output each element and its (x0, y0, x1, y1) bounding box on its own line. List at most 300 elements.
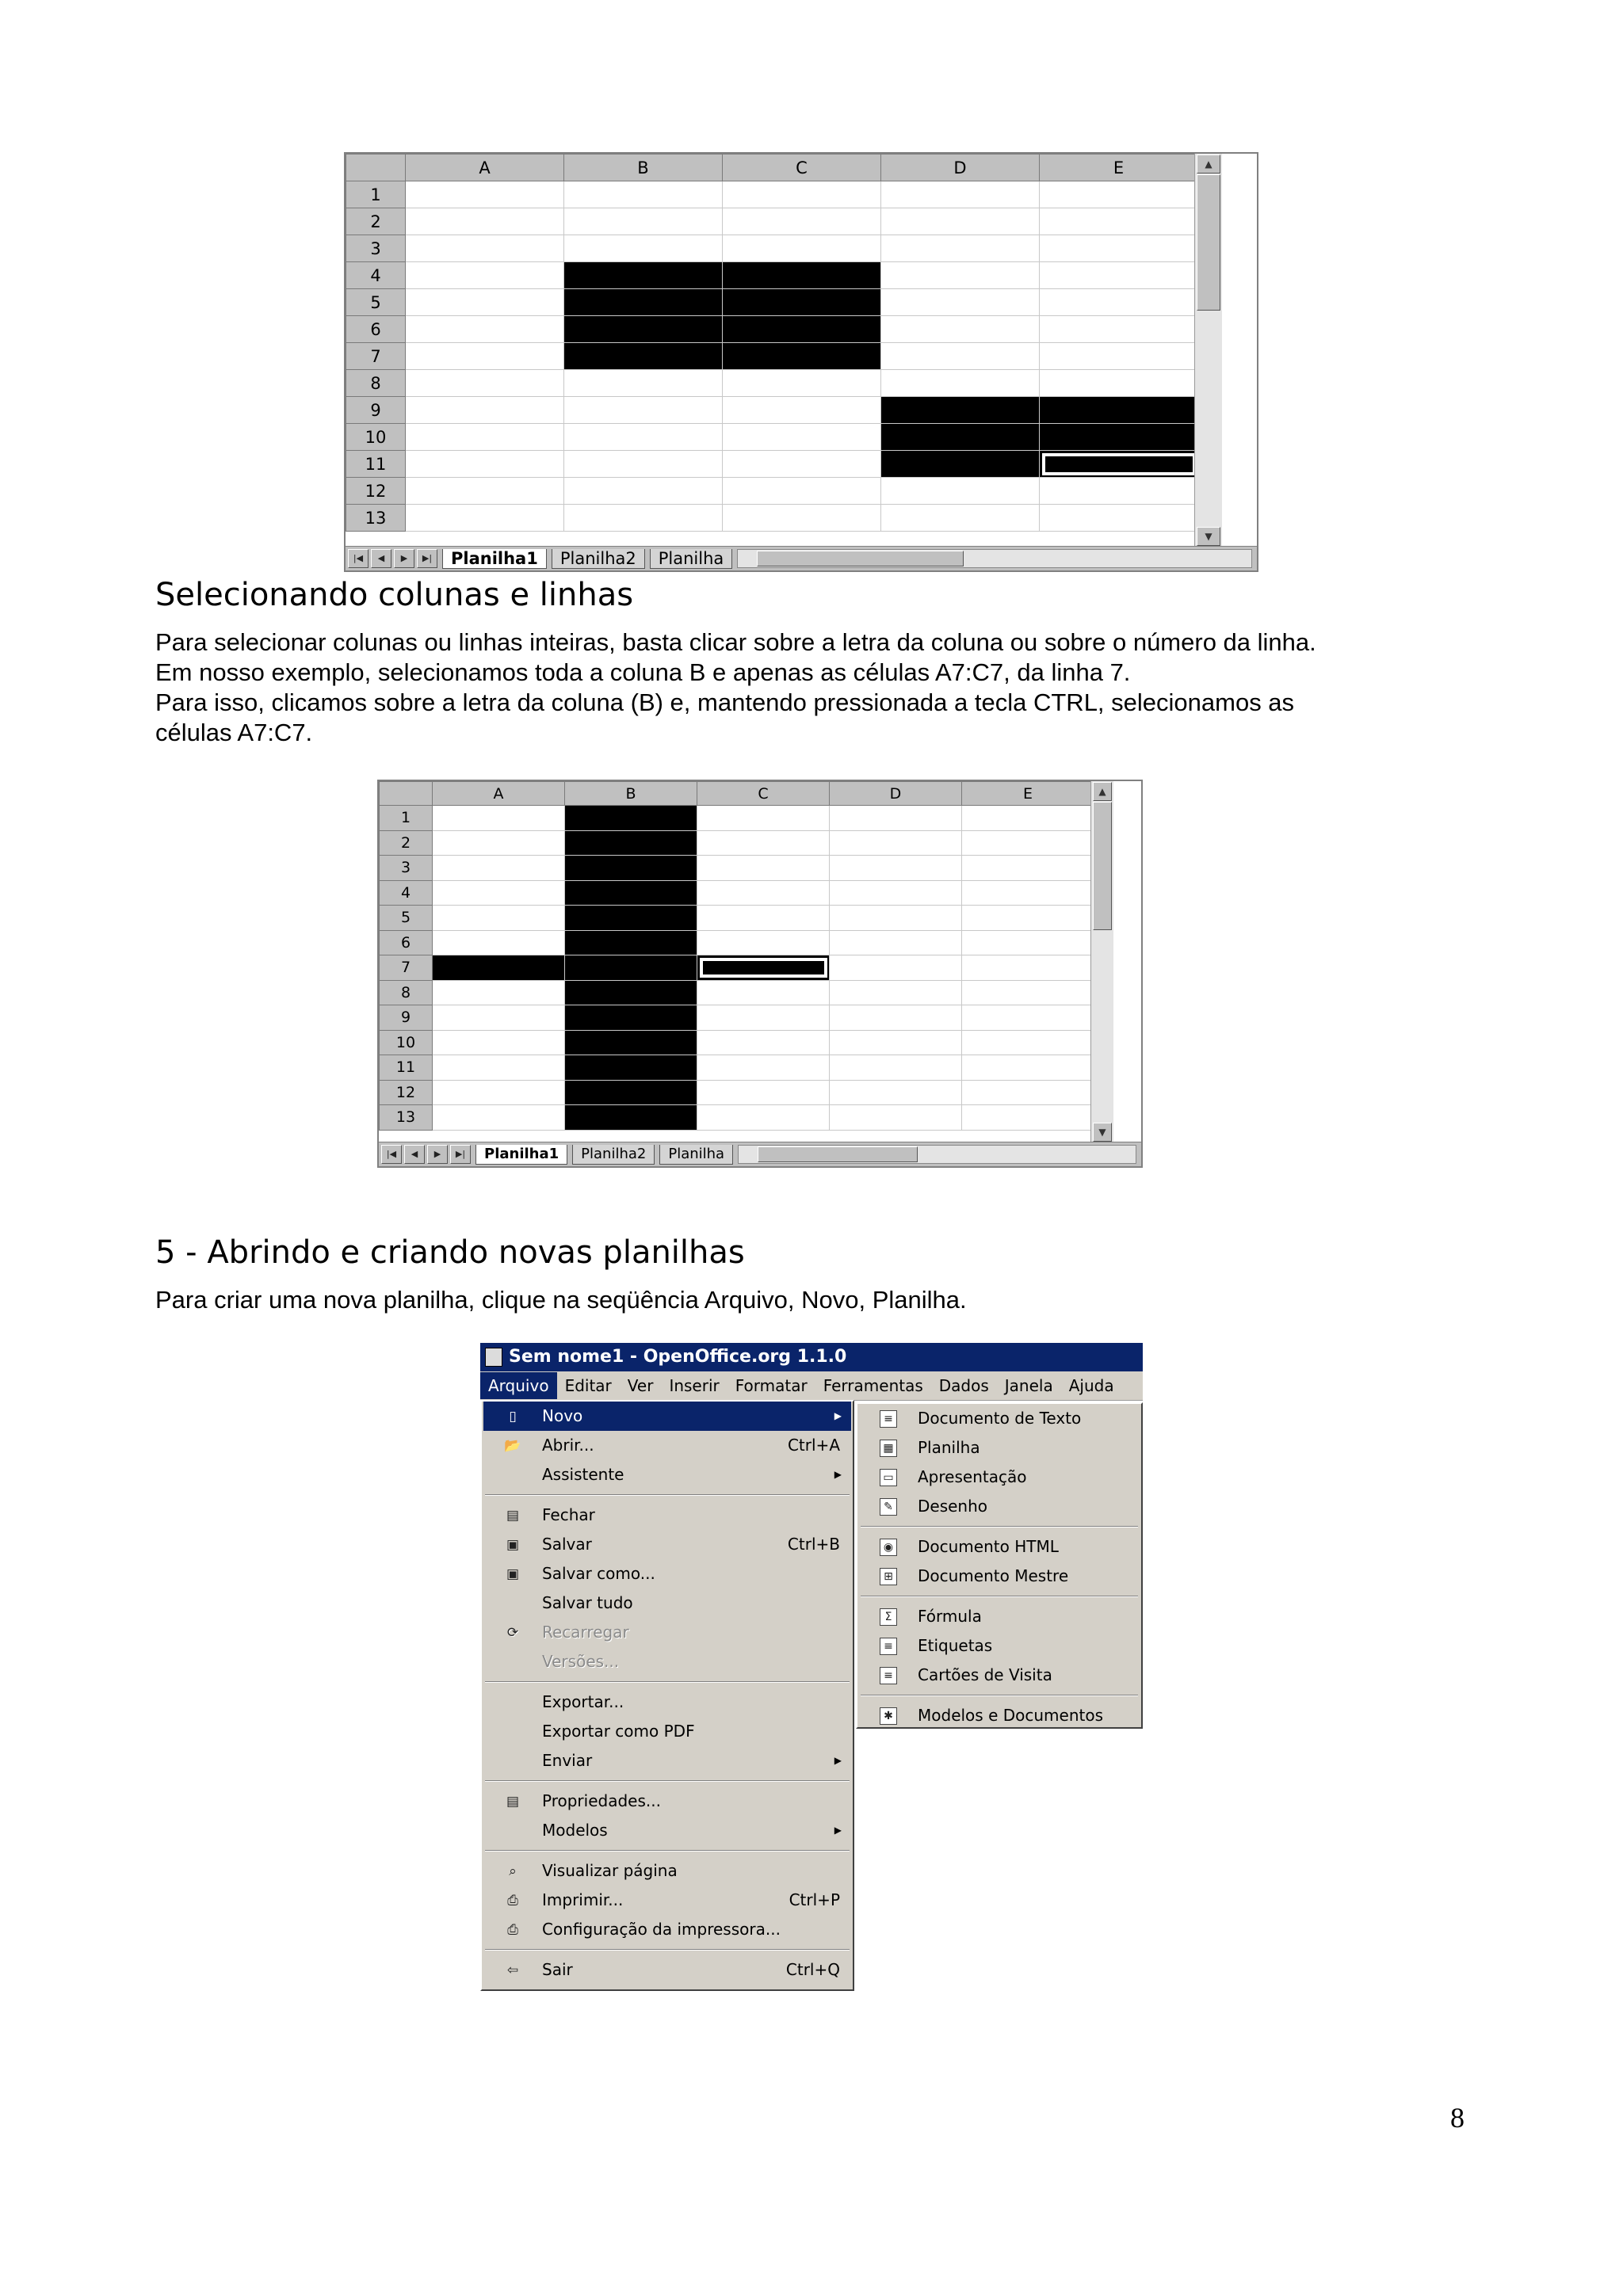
first-sheet-icon[interactable]: |◀ (381, 1145, 402, 1164)
cell-c10[interactable] (697, 1030, 830, 1055)
menu-item-novo[interactable] (483, 1402, 851, 1431)
cell-d10[interactable] (830, 1030, 962, 1055)
cell-c1[interactable] (697, 806, 830, 831)
prev-sheet-icon[interactable]: ◀ (404, 1145, 425, 1164)
cell-c10[interactable] (723, 424, 881, 451)
file-menu (480, 1400, 854, 1991)
sheet-tab-1[interactable]: Planilha1 (442, 549, 547, 569)
menu-item-abrir[interactable] (483, 1431, 851, 1460)
column-header-b[interactable]: B (564, 154, 723, 181)
cell-b4[interactable] (565, 880, 697, 906)
menu-item-label: Modelos e Documentos (918, 1706, 1103, 1725)
menu-item-cartoes-de-visita[interactable] (859, 1661, 1140, 1690)
cell-e5[interactable] (1040, 289, 1198, 316)
row-header-3[interactable]: 3 (346, 235, 406, 262)
table-row (346, 370, 1198, 397)
cell-e9[interactable] (962, 1005, 1094, 1031)
menu-item-label: Cartões de Visita (918, 1665, 1052, 1684)
column-header-c[interactable]: C (697, 782, 830, 806)
scroll-thumb[interactable] (757, 551, 964, 566)
cell-b9[interactable] (564, 397, 723, 424)
cell-d8[interactable] (881, 370, 1040, 397)
cell-e13[interactable] (1040, 505, 1198, 532)
cell-a10[interactable] (433, 1030, 565, 1055)
cell-d13[interactable] (830, 1105, 962, 1131)
cell-a3[interactable] (406, 235, 564, 262)
cell-b10[interactable] (564, 424, 723, 451)
menu-item-salvar-tudo[interactable] (483, 1589, 851, 1618)
cell-c5[interactable] (697, 906, 830, 931)
menu-item-salvar[interactable] (483, 1530, 851, 1559)
cell-e8[interactable] (962, 980, 1094, 1005)
scroll-thumb[interactable] (1093, 802, 1112, 930)
row-header-13[interactable]: 13 (346, 505, 406, 532)
cell-e4[interactable] (962, 880, 1094, 906)
row-header-2[interactable]: 2 (380, 830, 433, 856)
spreadsheet-grid (379, 781, 1094, 1131)
cell-e13[interactable] (962, 1105, 1094, 1131)
cell-d1[interactable] (881, 181, 1040, 208)
menu-item-propriedades[interactable] (483, 1787, 851, 1816)
save-icon: ▣ (506, 1537, 520, 1553)
cell-a11[interactable] (406, 451, 564, 478)
cell-a9[interactable] (433, 1005, 565, 1031)
cell-d13[interactable] (881, 505, 1040, 532)
cell-d6[interactable] (830, 930, 962, 955)
cell-c8[interactable] (723, 370, 881, 397)
cell-b3[interactable] (565, 856, 697, 881)
row-header-11[interactable]: 11 (380, 1055, 433, 1081)
cell-e2[interactable] (962, 830, 1094, 856)
menu-separator (485, 1949, 850, 1951)
row-header-13[interactable]: 13 (380, 1105, 433, 1131)
menu-ver[interactable]: Ver (627, 1376, 654, 1395)
menu-item-enviar[interactable] (483, 1746, 851, 1775)
cell-e3[interactable] (962, 856, 1094, 881)
cell-c2[interactable] (723, 208, 881, 235)
window-titlebar (480, 1343, 1143, 1371)
menu-ajuda[interactable]: Ajuda (1068, 1376, 1114, 1395)
menu-item-label: Planilha (918, 1438, 980, 1457)
column-header-b[interactable]: B (565, 782, 697, 806)
cell-e6[interactable] (1040, 316, 1198, 343)
paragraph-line: Em nosso exemplo, selecionamos toda a coluna B e apenas as células A7:C7, da linha 7. (155, 658, 1131, 686)
table-row (380, 930, 1094, 955)
submenu-arrow-icon: ▶ (834, 1755, 842, 1766)
column-header-a[interactable]: A (406, 154, 564, 181)
cell-a7[interactable] (406, 343, 564, 370)
cell-b1[interactable] (565, 806, 697, 831)
cell-c11[interactable] (697, 1055, 830, 1081)
cell-d10[interactable] (881, 424, 1040, 451)
cell-c11[interactable] (723, 451, 881, 478)
cell-b11[interactable] (565, 1055, 697, 1081)
cell-a6[interactable] (433, 930, 565, 955)
cell-d3[interactable] (830, 856, 962, 881)
last-sheet-icon[interactable]: ▶| (417, 549, 437, 568)
section-heading-new-sheets: 5 - Abrindo e criando novas planilhas (155, 1234, 745, 1271)
cell-d7[interactable] (881, 343, 1040, 370)
submenu-arrow-icon: ▶ (834, 1825, 842, 1836)
cell-d12[interactable] (830, 1080, 962, 1105)
cell-b11[interactable] (564, 451, 723, 478)
cell-e9[interactable] (1040, 397, 1198, 424)
section-paragraph-new-sheets: Para criar uma nova planilha, clique na seqüência Arquivo, Novo, Planilha. (155, 1286, 967, 1314)
column-header-d[interactable]: D (881, 154, 1040, 181)
menu-item-label: Enviar (542, 1751, 593, 1770)
cell-b7[interactable] (565, 955, 697, 981)
menu-item-assistente[interactable] (483, 1460, 851, 1489)
menu-arquivo[interactable]: Arquivo (480, 1372, 557, 1399)
row-header-7[interactable]: 7 (346, 343, 406, 370)
cell-c13[interactable] (697, 1105, 830, 1131)
menu-formatar[interactable]: Formatar (735, 1376, 808, 1395)
menu-janela[interactable]: Janela (1004, 1376, 1053, 1395)
cell-a2[interactable] (406, 208, 564, 235)
menu-bar (480, 1371, 1143, 1401)
cell-c2[interactable] (697, 830, 830, 856)
cell-c5[interactable] (723, 289, 881, 316)
menu-separator (485, 1681, 850, 1683)
cell-c3[interactable] (723, 235, 881, 262)
cell-b4[interactable] (564, 262, 723, 289)
cell-b13[interactable] (564, 505, 723, 532)
cell-b8[interactable] (564, 370, 723, 397)
cell-e12[interactable] (1040, 478, 1198, 505)
printer-icon: ⎙ (507, 1893, 518, 1909)
sheet-tab-2[interactable]: Planilha2 (552, 549, 645, 569)
horizontal-scrollbar[interactable] (737, 549, 1252, 568)
row-header-10[interactable]: 10 (346, 424, 406, 451)
sheet-tab-bar (379, 1142, 1141, 1166)
row-header-8[interactable]: 8 (380, 980, 433, 1005)
cell-a9[interactable] (406, 397, 564, 424)
menu-item-modelos[interactable] (483, 1816, 851, 1845)
next-sheet-icon[interactable]: ▶ (394, 549, 414, 568)
cell-d9[interactable] (830, 1005, 962, 1031)
paragraph-line: Para selecionar colunas ou linhas inteiras, basta clicar sobre a letra da coluna ou sobre o número da linha. (155, 628, 1316, 656)
scroll-up-icon[interactable]: ▲ (1197, 154, 1220, 174)
cell-d12[interactable] (881, 478, 1040, 505)
cell-e7[interactable] (962, 955, 1094, 981)
cell-b9[interactable] (565, 1005, 697, 1031)
cell-d2[interactable] (881, 208, 1040, 235)
cell-c1[interactable] (723, 181, 881, 208)
table-row (346, 262, 1198, 289)
menu-item-etiquetas[interactable] (859, 1631, 1140, 1661)
cell-d4[interactable] (881, 262, 1040, 289)
row-header-8[interactable]: 8 (346, 370, 406, 397)
row-header-2[interactable]: 2 (346, 208, 406, 235)
menu-item-imprimir[interactable] (483, 1886, 851, 1915)
cell-d6[interactable] (881, 316, 1040, 343)
table-row (380, 1080, 1094, 1105)
cell-e12[interactable] (962, 1080, 1094, 1105)
cell-d11[interactable] (830, 1055, 962, 1081)
menu-inserir[interactable]: Inserir (669, 1376, 720, 1395)
cell-c4[interactable] (723, 262, 881, 289)
cell-a12[interactable] (406, 478, 564, 505)
cell-a5[interactable] (406, 289, 564, 316)
row-header-10[interactable]: 10 (380, 1030, 433, 1055)
templates-icon: ✱ (880, 1707, 897, 1725)
menu-item-label: Documento Mestre (918, 1566, 1069, 1585)
menu-item-label: Visualizar página (542, 1861, 678, 1880)
cell-e8[interactable] (1040, 370, 1198, 397)
cell-e11[interactable] (962, 1055, 1094, 1081)
row-header-5[interactable]: 5 (380, 906, 433, 931)
cell-d5[interactable] (830, 906, 962, 931)
table-row (346, 235, 1198, 262)
cell-b7[interactable] (564, 343, 723, 370)
cell-a12[interactable] (433, 1080, 565, 1105)
cell-a4[interactable] (433, 880, 565, 906)
cell-a4[interactable] (406, 262, 564, 289)
cell-b6[interactable] (565, 930, 697, 955)
spreadsheet-screenshot-1 (344, 152, 1258, 572)
labels-icon: ≡ (880, 1638, 897, 1655)
cell-d5[interactable] (881, 289, 1040, 316)
scroll-down-icon[interactable]: ▼ (1197, 527, 1220, 546)
cell-c3[interactable] (697, 856, 830, 881)
row-header-3[interactable]: 3 (380, 856, 433, 881)
cell-a2[interactable] (433, 830, 565, 856)
menu-item-planilha[interactable] (859, 1433, 1140, 1463)
sheet-tab-3[interactable]: Planilha (659, 1145, 733, 1165)
row-header-7[interactable]: 7 (380, 955, 433, 981)
menu-editar[interactable]: Editar (564, 1376, 612, 1395)
cell-b12[interactable] (565, 1080, 697, 1105)
menu-item-documento-html[interactable] (859, 1532, 1140, 1562)
cell-e7[interactable] (1040, 343, 1198, 370)
cell-e4[interactable] (1040, 262, 1198, 289)
vertical-scrollbar[interactable] (1090, 781, 1113, 1142)
cell-a13[interactable] (433, 1105, 565, 1131)
row-header-4[interactable]: 4 (380, 880, 433, 906)
new-document-icon: ▯ (509, 1409, 517, 1425)
cell-d4[interactable] (830, 880, 962, 906)
cell-c13[interactable] (723, 505, 881, 532)
cell-b13[interactable] (565, 1105, 697, 1131)
menu-item-label: Modelos (542, 1821, 608, 1840)
paragraph-line: células A7:C7. (155, 719, 313, 746)
scroll-down-icon[interactable]: ▼ (1093, 1123, 1112, 1142)
row-header-6[interactable]: 6 (346, 316, 406, 343)
menu-item-formula[interactable] (859, 1602, 1140, 1631)
cell-c9[interactable] (697, 1005, 830, 1031)
formula-icon: Σ (880, 1608, 897, 1626)
sheet-tab-3[interactable]: Planilha (650, 549, 733, 569)
cell-e2[interactable] (1040, 208, 1198, 235)
cell-b5[interactable] (565, 906, 697, 931)
column-header-d[interactable]: D (830, 782, 962, 806)
cell-b3[interactable] (564, 235, 723, 262)
cell-a3[interactable] (433, 856, 565, 881)
shortcut-label: Ctrl+B (787, 1535, 840, 1554)
menu-item-label: Abrir... (542, 1436, 594, 1455)
select-all-corner[interactable] (346, 154, 406, 181)
cell-d11[interactable] (881, 451, 1040, 478)
cell-c4[interactable] (697, 880, 830, 906)
menu-item-label: Fórmula (918, 1607, 982, 1626)
first-sheet-icon[interactable]: |◀ (348, 549, 369, 568)
cell-b1[interactable] (564, 181, 723, 208)
menu-ferramentas[interactable]: Ferramentas (823, 1376, 923, 1395)
table-row (380, 806, 1094, 831)
menu-item-fechar[interactable] (483, 1501, 851, 1530)
table-row (380, 1055, 1094, 1081)
table-row (380, 1105, 1094, 1131)
column-header-a[interactable]: A (433, 782, 565, 806)
horizontal-scrollbar[interactable] (738, 1145, 1136, 1164)
cell-b8[interactable] (565, 980, 697, 1005)
table-row (380, 906, 1094, 931)
menu-separator (861, 1596, 1138, 1597)
table-row (380, 880, 1094, 906)
row-header-5[interactable]: 5 (346, 289, 406, 316)
menu-item-label: Documento de Texto (918, 1409, 1082, 1428)
cell-e3[interactable] (1040, 235, 1198, 262)
cell-e1[interactable] (962, 806, 1094, 831)
cell-b6[interactable] (564, 316, 723, 343)
menu-item-configuracao-da-impressora[interactable] (483, 1915, 851, 1944)
cell-b2[interactable] (565, 830, 697, 856)
menu-separator (861, 1526, 1138, 1527)
cell-a8[interactable] (433, 980, 565, 1005)
cell-c12[interactable] (697, 1080, 830, 1105)
cell-a6[interactable] (406, 316, 564, 343)
spreadsheet-screenshot-2 (377, 780, 1143, 1168)
cell-a13[interactable] (406, 505, 564, 532)
cell-d2[interactable] (830, 830, 962, 856)
cell-e5[interactable] (962, 906, 1094, 931)
cell-c7[interactable] (697, 955, 830, 981)
cell-d9[interactable] (881, 397, 1040, 424)
window-title: Sem nome1 - OpenOffice.org 1.1.0 (509, 1347, 847, 1367)
vertical-scrollbar[interactable] (1194, 154, 1222, 547)
table-row (346, 289, 1198, 316)
cell-e10[interactable] (962, 1030, 1094, 1055)
cell-c6[interactable] (697, 930, 830, 955)
menu-item-label: Etiquetas (918, 1636, 993, 1655)
menu-item-apresentacao[interactable] (859, 1463, 1140, 1492)
menu-item-label: Recarregar (542, 1623, 629, 1642)
menu-item-label: Exportar como PDF (542, 1722, 695, 1741)
sheet-tab-1[interactable]: Planilha1 (475, 1145, 567, 1165)
reload-icon: ⟳ (506, 1625, 519, 1641)
prev-sheet-icon[interactable]: ◀ (371, 549, 391, 568)
shortcut-label: Ctrl+P (789, 1890, 840, 1909)
cell-a1[interactable] (406, 181, 564, 208)
row-header-12[interactable]: 12 (380, 1080, 433, 1105)
page-number: 8 (1450, 2102, 1465, 2134)
select-all-corner[interactable] (380, 782, 433, 806)
cell-d8[interactable] (830, 980, 962, 1005)
cell-c6[interactable] (723, 316, 881, 343)
menu-item-modelos-e-documentos[interactable] (859, 1701, 1140, 1730)
row-header-12[interactable]: 12 (346, 478, 406, 505)
menu-item-label: Desenho (918, 1497, 988, 1516)
cell-c8[interactable] (697, 980, 830, 1005)
cell-b12[interactable] (564, 478, 723, 505)
row-header-4[interactable]: 4 (346, 262, 406, 289)
cell-c7[interactable] (723, 343, 881, 370)
page-preview-icon: ⌕ (509, 1863, 517, 1879)
column-header-e[interactable]: E (1040, 154, 1198, 181)
spreadsheet-icon: ▦ (880, 1440, 897, 1457)
menu-item-label: Apresentação (918, 1467, 1027, 1486)
cell-e11[interactable] (1040, 451, 1198, 478)
table-row (346, 424, 1198, 451)
html-document-icon: ◉ (880, 1539, 897, 1556)
submenu-arrow-icon: ▶ (834, 1469, 842, 1480)
cell-d1[interactable] (830, 806, 962, 831)
menu-separator (485, 1780, 850, 1782)
scroll-thumb[interactable] (758, 1146, 918, 1162)
row-header-9[interactable]: 9 (346, 397, 406, 424)
last-sheet-icon[interactable]: ▶| (450, 1145, 471, 1164)
cell-b5[interactable] (564, 289, 723, 316)
scroll-thumb[interactable] (1197, 174, 1220, 311)
menu-item-salvar-como[interactable] (483, 1559, 851, 1589)
cell-e6[interactable] (962, 930, 1094, 955)
menu-item-label: Configuração da impressora... (542, 1920, 781, 1939)
cell-a7[interactable] (433, 955, 565, 981)
cell-c9[interactable] (723, 397, 881, 424)
sheet-tab-2[interactable]: Planilha2 (572, 1145, 655, 1165)
open-folder-icon: 📂 (504, 1438, 521, 1454)
menu-item-documento-mestre[interactable] (859, 1562, 1140, 1591)
menu-item-desenho[interactable] (859, 1492, 1140, 1521)
column-header-c[interactable]: C (723, 154, 881, 181)
close-document-icon: ▤ (506, 1508, 520, 1524)
menu-item-versoes (483, 1647, 851, 1676)
table-row (380, 856, 1094, 881)
row-header-9[interactable]: 9 (380, 1005, 433, 1031)
menu-item-recarregar (483, 1618, 851, 1647)
cell-b2[interactable] (564, 208, 723, 235)
row-header-1[interactable]: 1 (380, 806, 433, 831)
next-sheet-icon[interactable]: ▶ (427, 1145, 448, 1164)
cell-a5[interactable] (433, 906, 565, 931)
scroll-up-icon[interactable]: ▲ (1093, 782, 1112, 801)
cell-a10[interactable] (406, 424, 564, 451)
menu-item-visualizar-pagina[interactable] (483, 1856, 851, 1886)
menu-item-label: Salvar tudo (542, 1593, 633, 1612)
cell-a11[interactable] (433, 1055, 565, 1081)
column-header-e[interactable]: E (962, 782, 1094, 806)
cell-d3[interactable] (881, 235, 1040, 262)
row-header-6[interactable]: 6 (380, 930, 433, 955)
cell-a8[interactable] (406, 370, 564, 397)
cell-b10[interactable] (565, 1030, 697, 1055)
cell-a1[interactable] (433, 806, 565, 831)
menu-item-documento-de-texto[interactable] (859, 1404, 1140, 1433)
row-header-11[interactable]: 11 (346, 451, 406, 478)
cell-c12[interactable] (723, 478, 881, 505)
cell-e1[interactable] (1040, 181, 1198, 208)
shortcut-label: Ctrl+Q (785, 1960, 840, 1979)
menu-item-exportar[interactable] (483, 1688, 851, 1717)
menu-item-exportar-como-pdf[interactable] (483, 1717, 851, 1746)
row-header-1[interactable]: 1 (346, 181, 406, 208)
spreadsheet-grid (346, 154, 1198, 532)
submenu-arrow-icon: ▶ (834, 1410, 842, 1421)
cell-d7[interactable] (830, 955, 962, 981)
menu-dados[interactable]: Dados (938, 1376, 989, 1395)
cell-e10[interactable] (1040, 424, 1198, 451)
menu-item-sair[interactable] (483, 1955, 851, 1985)
